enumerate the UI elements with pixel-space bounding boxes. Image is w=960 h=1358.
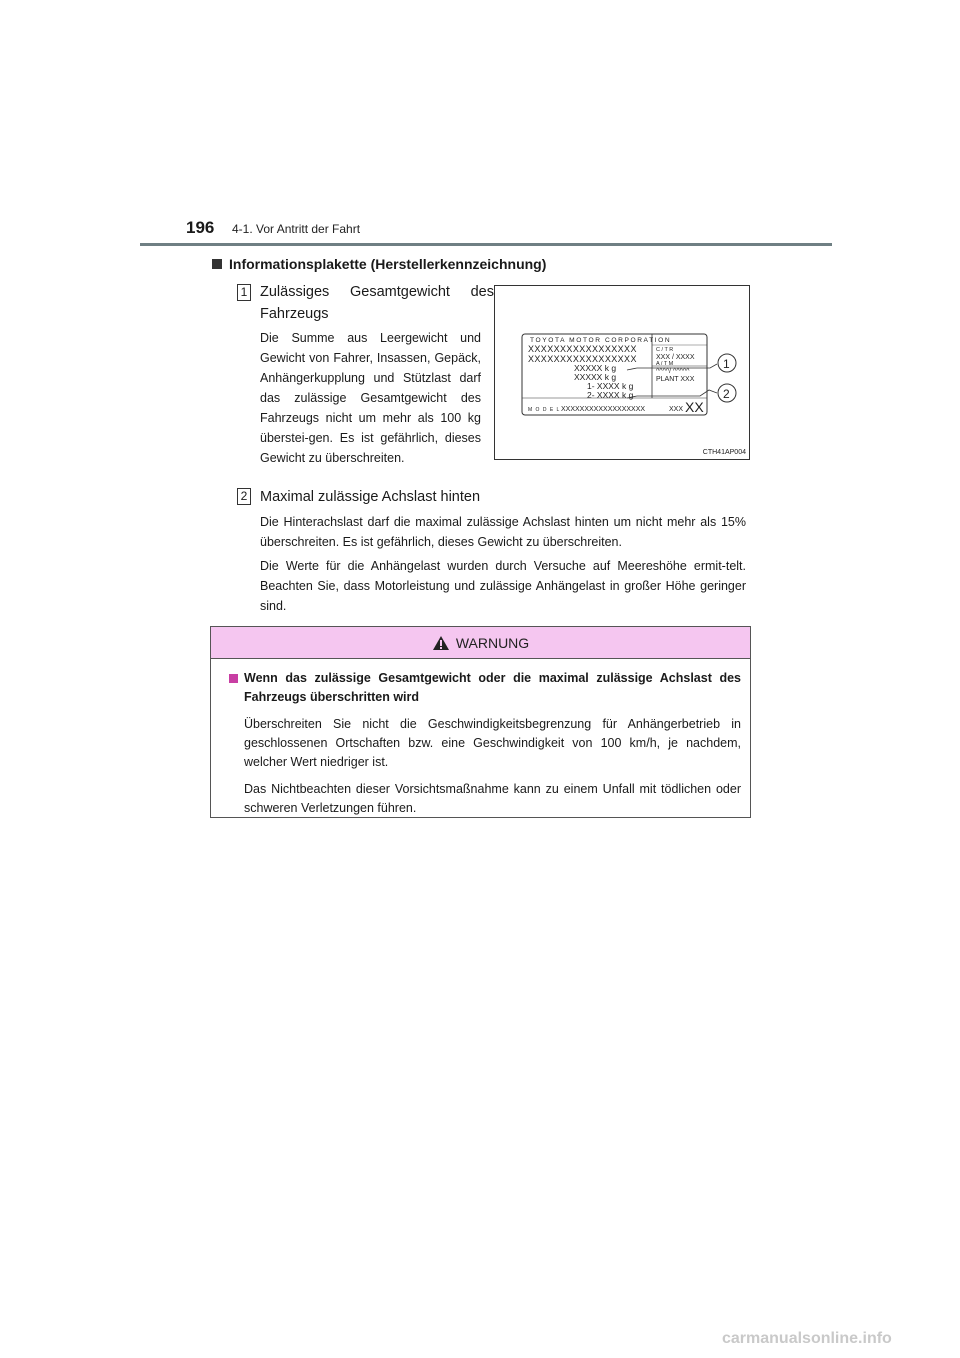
plate-model-value: XXXXXXXXXXXXXXXXXX [561, 406, 646, 413]
item-2-paragraph-1: Die Hinterachslast darf die maximal zulässige Achslast hinten um nicht mehr als 15% überschreiten. Es ist gefährlich, dieses Gewicht zu überschreiten. [260, 515, 746, 549]
info-plate-figure [494, 285, 750, 460]
header-divider [140, 243, 832, 246]
plate-atm-value: ^^^^/ ^^^^^ [656, 368, 690, 375]
warning-bullet-icon [229, 674, 238, 683]
info-plate-illustration [495, 286, 751, 461]
warning-triangle-icon [432, 635, 450, 651]
warning-box [210, 626, 751, 818]
warning-body [229, 669, 741, 818]
plate-ctr-label: C / T R [656, 347, 674, 353]
warning-title: WARNUNG [455, 634, 530, 651]
plate-atm-label: A / T M [656, 361, 674, 367]
item-1-title-line1: Zulässiges Gesamtgewicht des [260, 284, 494, 300]
footer-watermark: carmanualsonline.info [722, 1330, 892, 1347]
item-1-paragraph: Die Summe aus Leergewicht und Gewicht von Fahrer, Insassen, Gepäck, Anhängerkupplung und Stützlast darf das zulässige Gesamtgewicht des Fahrzeugs nicht um mehr als 100 kg überstei-gen. Es ist gefährlich, dieses Gewicht zu überschreiten. [260, 331, 481, 465]
item-number-2: 2 [237, 488, 251, 505]
plate-ctr-value: XXX / XXXX [656, 354, 695, 361]
section-heading-text: Informationsplakette (Herstellerkennzeichnung) [229, 256, 547, 272]
figure-caption: CTH41AP004 [702, 449, 746, 456]
plate-weight-1: XXXXX k g [574, 363, 617, 373]
plate-model-code: XXX [669, 406, 684, 413]
callout-2-number: 2 [723, 387, 730, 401]
page-number: 196 [186, 218, 215, 237]
heading-bullet-icon [212, 259, 222, 269]
warning-paragraph-2: Das Nichtbeachten dieser Vorsichtsmaßnahme kann zu einem Unfall mit tödlichen oder schweren Verletzungen führen. [244, 782, 741, 815]
plate-line-1: XXXXXXXXXXXXXXXXX [528, 344, 637, 354]
plate-line-2: XXXXXXXXXXXXXXXXX [528, 354, 637, 364]
plate-weight-3: 1- XXXX k g [587, 381, 634, 391]
plate-model-big: XX [685, 399, 704, 415]
plate-weight-4: 2- XXXX k g [587, 390, 634, 400]
plate-weight-2: XXXXX k g [574, 372, 617, 382]
plate-plant-value: PLANT XXX [656, 376, 695, 383]
item-2-paragraph-2: Die Werte für die Anhängelast wurden durch Versuche auf Meereshöhe ermit-telt. Beachten Sie, dass Motorleistung und zulässige Anhängelast in großer Höhe geringer sind. [260, 559, 746, 613]
section-reference: 4-1. Vor Antritt der Fahrt [232, 222, 361, 236]
warning-header [211, 627, 750, 659]
callout-2-leader [627, 390, 717, 398]
callout-1-number: 1 [723, 357, 730, 371]
plate-model-label: M O D E L [528, 407, 561, 413]
warning-paragraph-1: Überschreiten Sie nicht die Geschwindigkeitsbegrenzung für Anhängerbetrieb in geschlossenen Ortschaften bzw. eine Geschwindigkeit von 100 km/h, je nachdem, welcher Wert niedriger ist. [244, 717, 741, 769]
plate-manufacturer: TOYOTA MOTOR CORPORATION [530, 337, 672, 344]
item-1-title-line2: Fahrzeugs [260, 306, 329, 322]
item-2-title: Maximal zulässige Achslast hinten [260, 489, 481, 505]
warning-subheading-text: Wenn das zulässige Gesamtgewicht oder die maximal zulässige Achslast des Fahrzeugs überschritten wird [244, 671, 741, 704]
item-number-1: 1 [237, 284, 251, 301]
warning-subheading [229, 669, 741, 707]
section-heading [212, 256, 546, 272]
